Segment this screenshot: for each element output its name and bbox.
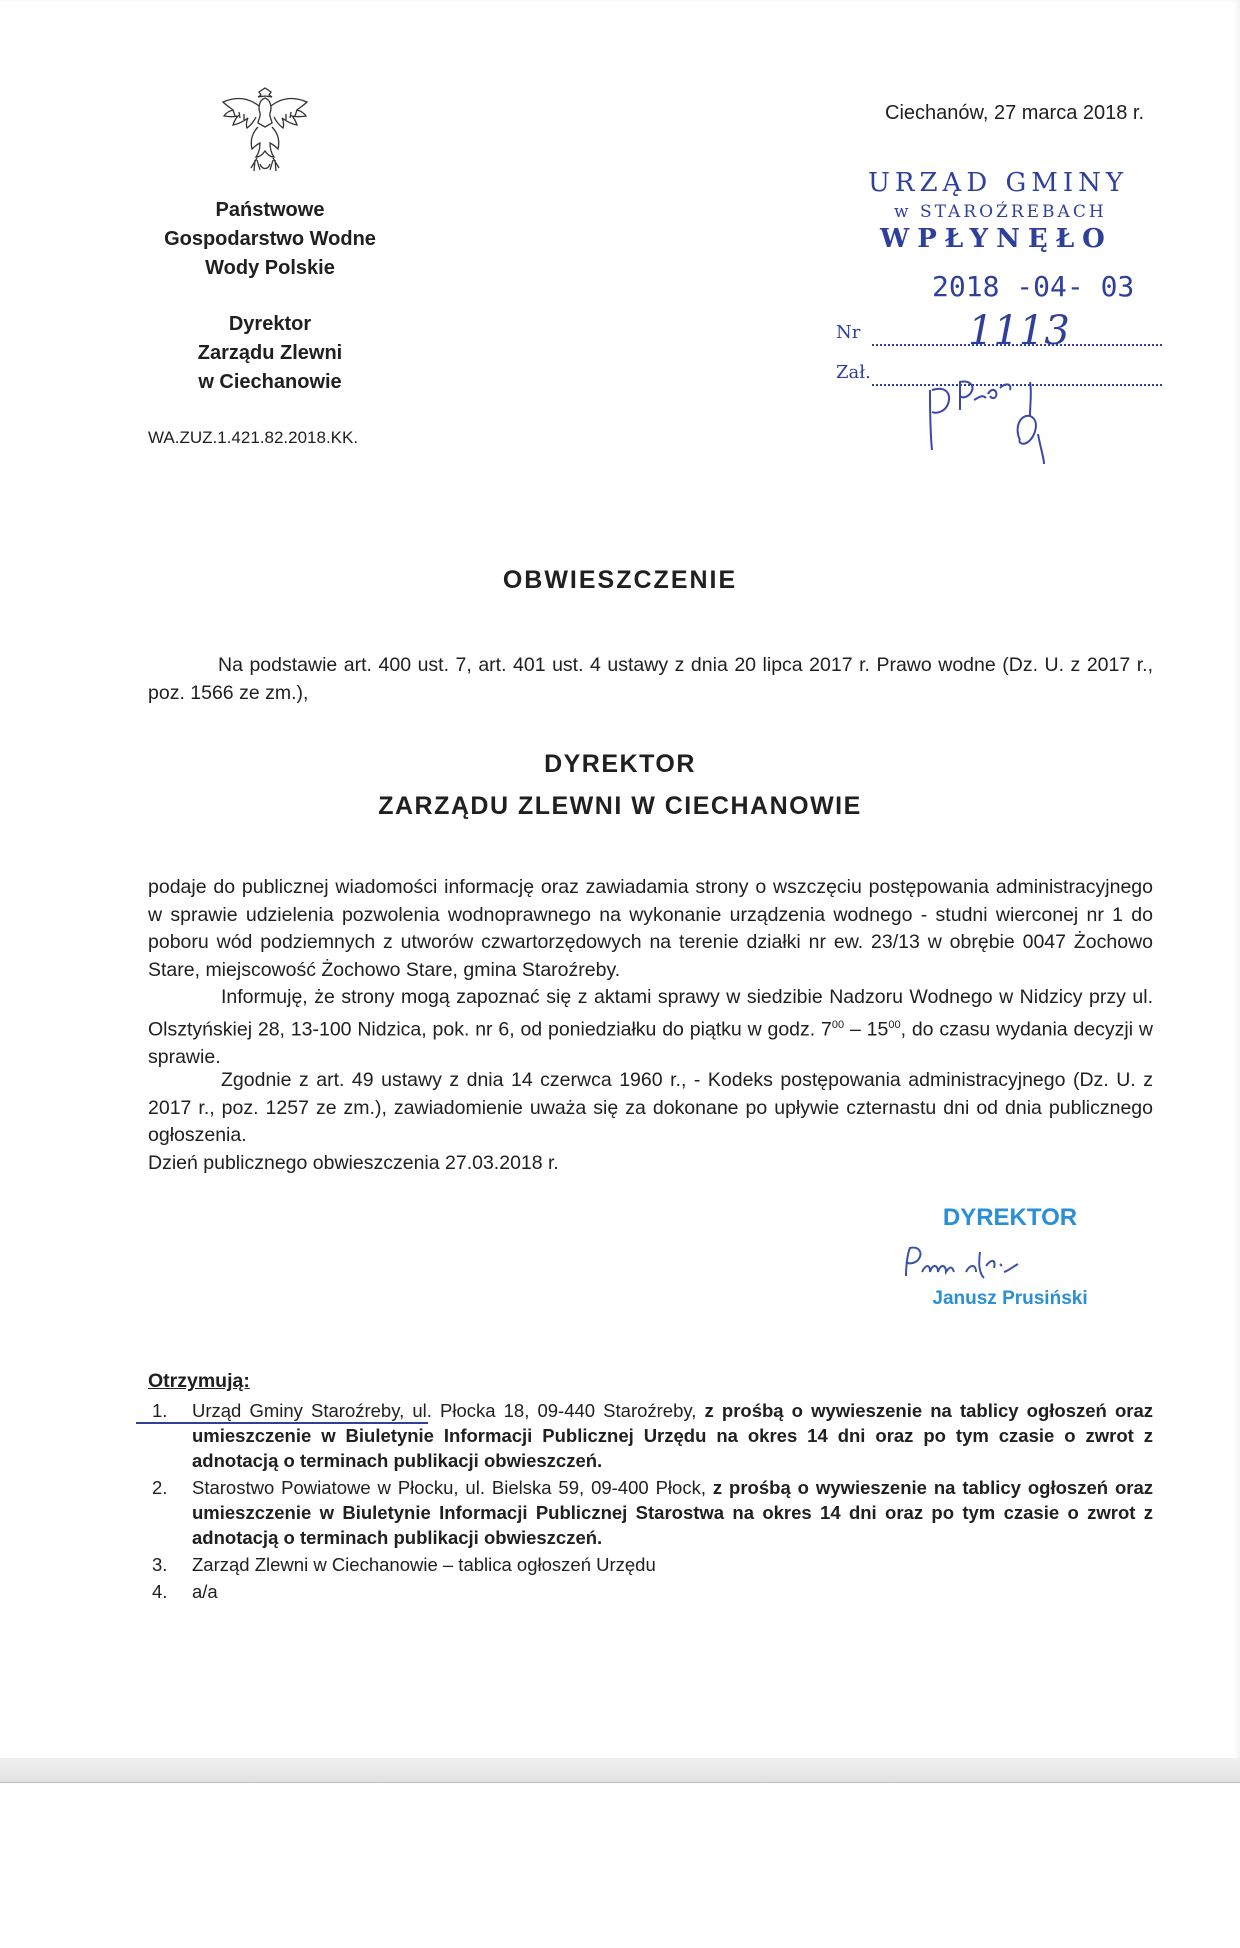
director-line: Zarządu Zlewni	[197, 342, 343, 364]
signature-title	[880, 1204, 1140, 1232]
stamp-office: URZĄD GMINY	[868, 168, 1129, 198]
list-item-bold-text: z prośbą o wywieszenie na tablicy ogłoszeń oraz umieszczenie w Biuletynie Informacji Publicznej Urzędu na okres 14 dni oraz po tym czasie o zwrot z adnotacją o terminach publikacji obwieszczeń.	[192, 1400, 1153, 1471]
list-item-number: 3.	[152, 1554, 168, 1575]
body-paragraph-1: podaje do publicznej wiadomości informację oraz zawiadamia strony o wszczęciu postępowania administracyjnego w sprawie udzielenia pozwolenia wodnoprawnego na wykonanie urządzenia wodnego - studni wierconej nr 1 do poboru wód podziemnych z utworów czwartorzędowych na terenie działki nr ew. 23/13 w obrębie 0047 Żochowo Stare, miejscowość Żochowo Stare, gmina Staroźreby.	[148, 876, 1153, 981]
polish-eagle-emblem-icon	[215, 80, 315, 185]
authority-heading: DYREKTOR	[544, 750, 696, 778]
issuer-block	[130, 196, 410, 397]
handwritten-signature-icon	[900, 1242, 1030, 1288]
stamp-attachment-label: Zał.	[836, 362, 871, 383]
issuer-line: Gospodarstwo Wodne	[164, 228, 376, 250]
signature-name	[880, 1288, 1140, 1310]
list-item	[148, 1398, 1153, 1473]
body-paragraph-3: Zgodnie z art. 49 ustawy z dnia 14 czerwca 1960 r., - Kodeks postępowania administracyjnego (Dz. U. z 2017 r., poz. 1257 ze zm.), zawiadomienie uważa się za dokonane po upływie czternastu dni od dnia publicznego ogłoszenia.	[148, 1069, 1153, 1146]
director-line: Dyrektor	[228, 313, 312, 335]
list-item-number: 4.	[152, 1581, 168, 1602]
list-item-text: Starostwo Powiatowe w Płocku, ul. Bielska 59, 09-400 Płock,	[192, 1477, 713, 1498]
stamp-location: w STAROŹREBACH	[894, 202, 1107, 222]
stamp-received: WPŁYNĘŁO	[880, 224, 1113, 254]
p2-superscript: 00	[888, 1018, 901, 1031]
place-date: Ciechanów, 27 marca 2018 r.	[885, 102, 1145, 124]
list-item	[148, 1475, 1153, 1550]
issuer-line: Państwowe	[215, 199, 325, 221]
issuer-line: Wody Polskie	[205, 257, 335, 279]
stamp-nr-label: Nr	[836, 322, 861, 343]
list-item-text: Zarząd Zlewni w Ciechanowie – tablica ogłoszeń Urzędu	[192, 1554, 656, 1575]
signature-title-text: DYREKTOR	[942, 1204, 1078, 1231]
handwritten-annotation-icon	[920, 370, 1080, 480]
body-paragraph-4: Dzień publicznego obwieszczenia 27.03.2018 r.	[148, 1152, 559, 1174]
list-item	[148, 1579, 1153, 1604]
authority-heading-sub: ZARZĄDU ZLEWNI W CIECHANOWIE	[378, 792, 862, 820]
list-item-number: 2.	[152, 1477, 168, 1498]
stamp-nr-value: 1113	[968, 308, 1070, 354]
recipients-heading: Otrzymują:	[148, 1370, 250, 1392]
list-item-bold-text: z prośbą o wywieszenie na tablicy ogłoszeń oraz umieszczenie w Biuletynie Informacji Publicznej Starostwa na okres 14 dni oraz po tym czasie o zwrot z adnotacją o terminach publikacji obwieszczeń.	[192, 1477, 1153, 1548]
signature-name-text: Janusz Prusiński	[932, 1288, 1088, 1309]
intro-paragraph: Na podstawie art. 400 ust. 7, art. 401 ust. 4 ustawy z dnia 20 lipca 2017 r. Prawo wodne (Dz. U. z 2017 r., poz. 1566 ze zm.),	[148, 654, 1153, 704]
p2-text: , do czasu wydania decyzji w sprawie.	[148, 1018, 1153, 1068]
list-item-text: a/a	[192, 1581, 218, 1602]
stamp-date: 2018 -04- 03	[932, 270, 1135, 303]
reference-number: WA.ZUZ.1.421.82.2018.KK.	[148, 428, 359, 447]
list-item-number: 1.	[152, 1400, 168, 1421]
p2-text: – 15	[844, 1018, 889, 1040]
director-line: w Ciechanowie	[198, 371, 342, 393]
list-item	[148, 1552, 1153, 1577]
document-title: OBWIESZCZENIE	[502, 566, 738, 594]
p2-text: Informuję, że strony mogą zapoznać się z aktami sprawy w siedzibie Nadzoru Wodnego w Nidzicy przy ul. Olsztyńskiej 28, 13-100 Nidzica, pok. nr 6, od poniedziałku do piątku w godz. 7	[148, 986, 1153, 1040]
recipients-list	[148, 1398, 1153, 1606]
p2-superscript: 00	[831, 1018, 845, 1031]
page-bottom-edge	[0, 1758, 1240, 1783]
list-item-text: Urząd Gminy Staroźreby, ul. Płocka 18, 09-440 Staroźreby,	[192, 1400, 705, 1421]
body-paragraph-2	[148, 984, 1153, 1071]
